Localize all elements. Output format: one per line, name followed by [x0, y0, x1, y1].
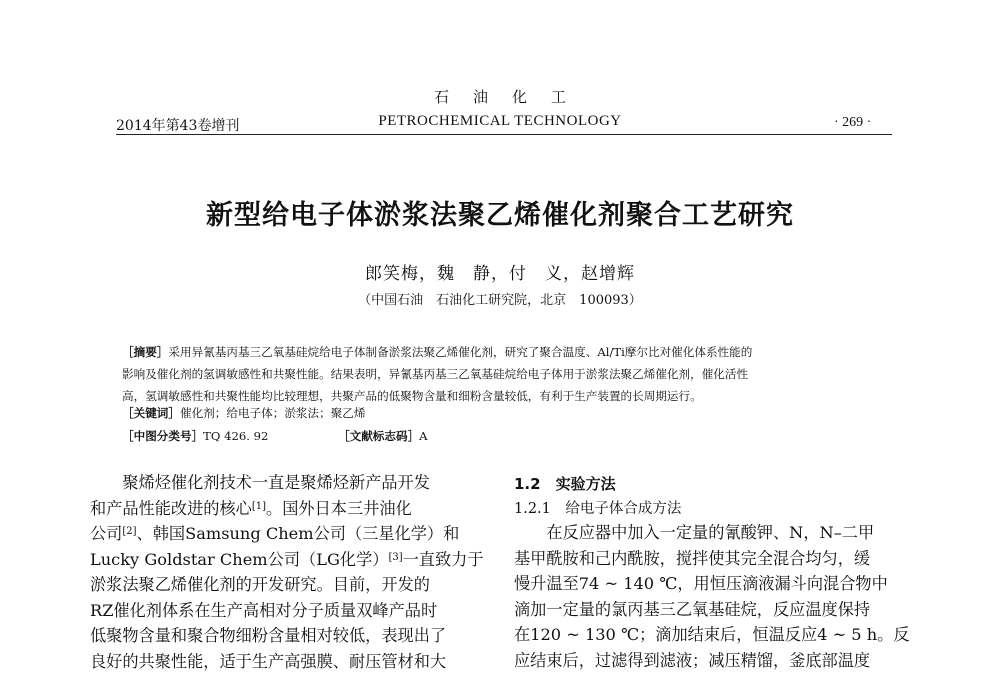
document-code-text: A	[419, 429, 428, 443]
header-rule	[116, 134, 892, 135]
document-code-label: ［文献标志码］	[338, 429, 420, 443]
journal-name-chinese: 石油化工	[433, 88, 590, 106]
author-list: 郎笑梅，魏 静，付 义，赵增辉	[365, 264, 635, 284]
text-line: 在120 ~ 130 ℃；滴加结束后，恒温反应4 ~ 5 h。反	[514, 625, 910, 644]
abstract-line	[122, 341, 888, 363]
abstract-label: ［摘要］	[122, 345, 169, 359]
text-line: 聚烯烃催化剂技术一直是聚烯烃新产品开发	[90, 473, 430, 492]
document-code	[338, 428, 428, 444]
classification-text: TQ 426. 92	[203, 429, 269, 443]
classification-number	[122, 428, 268, 444]
text-line: 在反应器中加入一定量的氰酸钾、N，N–二甲	[514, 523, 875, 542]
issue-info: 2014年第43卷增刊	[116, 118, 240, 134]
text-line: 和产品性能改进的核心[1]。国外日本三井油化	[90, 498, 412, 518]
page-number: · 269 ·	[834, 115, 872, 130]
article-title: 新型给电子体淤浆法聚乙烯催化剂聚合工艺研究	[206, 200, 794, 231]
text-line: 良好的共聚性能，适于生产高强膜、耐压管材和大	[90, 651, 447, 671]
text-line: Lucky Goldstar Chem公司（LG化学）[3]一直致力于	[90, 549, 484, 569]
citation-marker: [2]	[122, 526, 137, 537]
citation-marker: [3]	[388, 551, 403, 563]
text-line: 滴加一定量的氯丙基三乙氧基硅烷，反应温度保持	[514, 599, 871, 619]
citation-marker: [1]	[251, 500, 267, 512]
keywords	[122, 405, 366, 421]
text-line: 公司[2]、韩国Samsung Chem公司（三星化学）和	[90, 524, 460, 543]
text-line: RZ催化剂体系在生产高相对分子质量双峰产品时	[90, 600, 438, 620]
body-left-column	[90, 470, 502, 674]
subsection-heading: 1.2.1 给电子体合成方法	[514, 501, 682, 517]
abstract-line: 高，氢调敏感性和共聚性能均比较理想，共聚产品的低聚物含量和细粉含量较低，有利于生产装置的长周期运行。	[122, 389, 702, 403]
text-line: 低聚物含量和聚合物细粉含量相对较低，表现出了	[90, 626, 447, 645]
section-heading: 1.2 实验方法	[514, 475, 616, 493]
journal-name-english: PETROCHEMICAL TECHNOLOGY	[378, 113, 622, 129]
affiliation: （中国石油 石油化工研究院，北京 100093）	[358, 293, 642, 308]
classification-label: ［中图分类号］	[122, 429, 204, 443]
body-right-column	[514, 520, 912, 673]
abstract-line: 影响及催化剂的氢调敏感性和共聚性能。结果表明，异氰基丙基三乙氧基硅烷给电子体用于淤浆法聚乙烯催化剂，催化活性	[122, 367, 749, 381]
abstract	[122, 341, 888, 407]
text-line: 基甲酰胺和己内酰胺，搅拌使其完全混合均匀，缓	[514, 548, 871, 568]
text-line: 淤浆法聚乙烯催化剂的开发研究。目前，开发的	[90, 575, 430, 594]
keywords-text: 催化剂；给电子体；淤浆法；聚乙烯	[179, 406, 366, 420]
text-line: 应结束后，过滤得到滤液；减压精馏，釜底部温度	[514, 650, 871, 670]
text-line: 慢升温至74 ~ 140 ℃，用恒压滴液漏斗向混合物中	[514, 574, 888, 593]
abstract-text: 采用异氰基丙基三乙氧基硅烷给电子体制备淤浆法聚乙烯催化剂，研究了聚合温度、Al/Ti摩尔比对催化体系性能的	[168, 345, 753, 359]
keywords-label: ［关键词］	[122, 406, 180, 420]
